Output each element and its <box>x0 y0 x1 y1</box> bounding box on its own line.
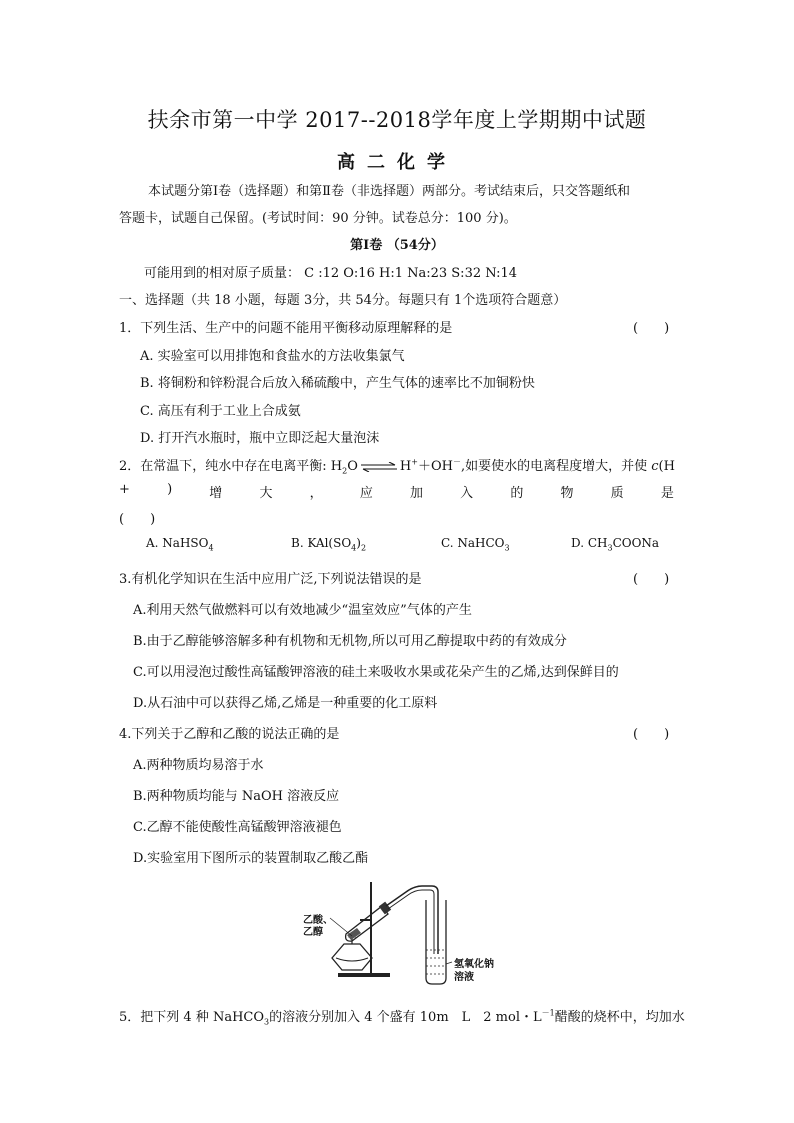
q1-answer-paren: ( ) <box>633 321 670 336</box>
part1-title: 第Ⅰ卷 （54分） <box>350 238 444 253</box>
figure-label-naoh-2: 溶液 <box>454 972 474 983</box>
q2-option-b: B. $KAl(SO_4)_2$ <box>291 536 367 553</box>
q2-stem-line-2: + ) 增 大 ， 应 加 入 的 物 质 是 <box>119 482 674 501</box>
q4-option-c: C.乙醇不能使酸性高锰酸钾溶液褪色 <box>133 820 342 835</box>
q1-stem: 1．下列生活、生产中的问题不能用平衡移动原理解释的是 <box>119 321 453 336</box>
figure-label-naoh-1: 氢氧化钠 <box>454 959 494 970</box>
q4-answer-paren: ( ) <box>633 727 670 742</box>
atomic-masses: 可能用到的相对原子质量： C :12 O:16 H:1 Na:23 S:32 N:14 <box>144 266 518 281</box>
q1-option-a: A. 实验室可以用排饱和食盐水的方法收集氯气 <box>140 349 405 364</box>
q3-option-c: C.可以用浸泡过酸性高锰酸钾溶液的硅土来吸收水果或花朵产生的乙烯,达到保鲜目的 <box>133 665 619 680</box>
q3-option-b: B.由于乙醇能够溶解多种有机物和无机物,所以可用乙醇提取中药的有效成分 <box>133 634 567 649</box>
q2-option-d: D. $CH_3COONa$ <box>571 536 660 553</box>
figure-label-reagents-1: 乙酸、 <box>303 915 333 926</box>
subject-title: 高二化学 <box>337 152 457 173</box>
q2-option-a: A. NaHSO$_4$ <box>146 536 214 553</box>
q1-option-d: D. 打开汽水瓶时，瓶中立即泛起大量泡沫 <box>140 431 380 446</box>
q3-option-a: A.利用天然气做燃料可以有效地减少“温室效应”气体的产生 <box>133 603 472 618</box>
q2-answer-paren: ( ) <box>119 512 156 527</box>
q3-option-d: D.从石油中可以获得乙烯,乙烯是一种重要的化工原料 <box>133 696 438 711</box>
equilibrium-arrow-icon <box>360 462 398 472</box>
q5-stem: 5．把下列 4 种 NaHCO$_3$的溶液分别加入 4 个盛有 10m L 2 mol・$L^{-1}$醋酸的烧杯中，均加水 <box>119 1008 685 1027</box>
intro-line-1: 本试题分第Ⅰ卷（选择题）和第Ⅱ卷（非选择题）两部分。考试结束后，只交答题纸和 <box>148 184 630 199</box>
q3-answer-paren: ( ) <box>633 572 670 587</box>
q1-option-c: C. 高压有利于工业上合成氨 <box>140 404 301 419</box>
figure-label-reagents-2: 乙醇 <box>303 927 323 938</box>
ester-apparatus-diagram <box>300 878 530 988</box>
q2-stem-line-1: 2．在常温下，纯水中存在电离平衡: $H_2O$ H+＋OH－,如要使水的电离程度增大，并使 c(H <box>119 457 675 476</box>
q2-option-c: C. NaHCO$_3$ <box>441 536 510 553</box>
exam-title: 扶余市第一中学 2017--2018学年度上学期期中试题 <box>147 108 647 132</box>
section-header: 一、选择题（共 18 小题，每题 3分，共 54分。每题只有 1个选项符合题意） <box>119 293 567 308</box>
q4-option-d: D.实验室用下图所示的装置制取乙酸乙酯 <box>133 851 369 866</box>
q3-stem: 3.有机化学知识在生活中应用广泛,下列说法错误的是 <box>119 572 422 587</box>
q4-stem: 4.下列关于乙醇和乙酸的说法正确的是 <box>119 727 340 742</box>
q4-option-b: B.两种物质均能与 NaOH 溶液反应 <box>133 789 340 804</box>
q1-option-b: B. 将铜粉和锌粉混合后放入稀硫酸中，产生气体的速率比不加铜粉快 <box>140 376 535 391</box>
ester-apparatus-figure <box>300 878 530 988</box>
q4-option-a: A.两种物质均易溶于水 <box>133 758 264 773</box>
intro-line-2: 答题卡，试题自己保留。(考试时间：90 分钟。试卷总分：100 分)。 <box>119 211 517 226</box>
